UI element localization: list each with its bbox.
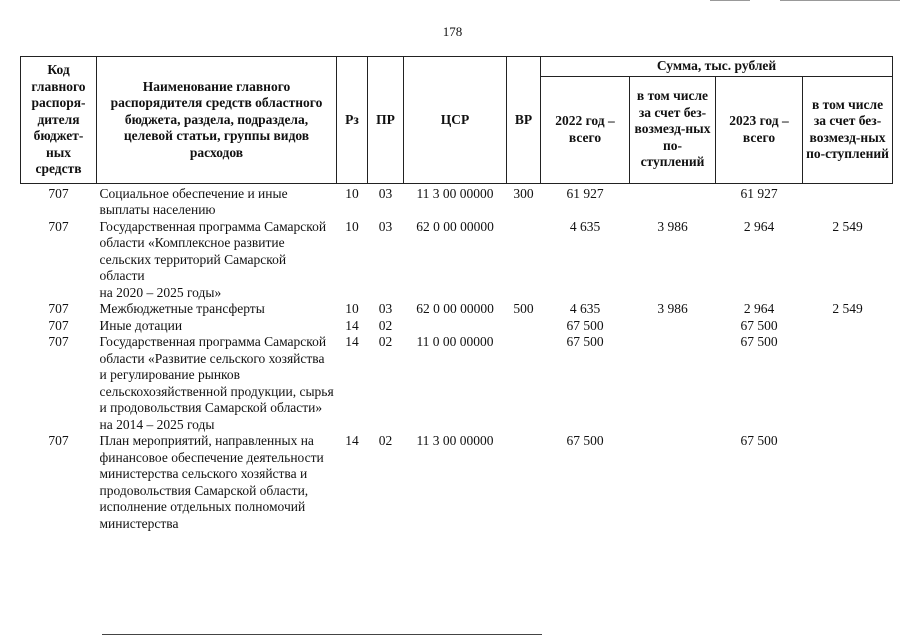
table-row (21, 318, 893, 335)
cell-code: 707 (48, 218, 69, 234)
header-rz: Рз (337, 57, 368, 184)
header-2022-total: 2022 год – всего (541, 76, 630, 183)
cell-code: 707 (48, 317, 69, 333)
cell-name: Государственная программа Самарской области «Развитие сельского хозяйства и регулирование рынков сельскохозяйственной продукции, сырья и продовольствия Самарской области» на 2014 – 2025 годы (99, 334, 334, 432)
cell-csr: 62 0 00 00000 (416, 218, 494, 234)
cell-name: План мероприятий, направленных на финансовое обеспечение деятельности министерства сельского хозяйства и продовольствия Самарской области, исполнение отдельных полномочий министерства (99, 433, 324, 531)
header-2022-free: в том числе за счет без-возмезд-ных по-ступлений (630, 76, 716, 183)
footer-divider (102, 634, 542, 635)
cell-vr: 500 (513, 301, 534, 316)
cell-vr (507, 318, 541, 335)
cell-name: Межбюджетные трансферты (99, 301, 265, 316)
table-row (21, 219, 893, 302)
cell-csr: 11 0 00 00000 (416, 334, 494, 349)
cell-2022-free (630, 433, 716, 532)
cell-rz: 14 (345, 334, 359, 349)
cell-vr (507, 334, 541, 433)
header-code: Код главного распоря-дителя бюджет-ных средств (21, 57, 97, 184)
cell-2023-total: 67 500 (740, 334, 778, 349)
cell-rz: 10 (345, 185, 359, 201)
cell-csr: 11 3 00 00000 (416, 185, 494, 201)
scan-edge-mark (780, 0, 900, 1)
cell-2022-total: 61 927 (566, 185, 604, 201)
cell-2023-total: 61 927 (740, 185, 778, 201)
scan-edge-mark (710, 0, 750, 1)
cell-2023-total: 2 964 (743, 301, 775, 316)
cell-2022-free (630, 183, 716, 219)
cell-code: 707 (48, 301, 69, 316)
cell-pr: 03 (378, 301, 393, 316)
cell-name: Иные дотации (99, 317, 183, 333)
cell-pr: 02 (378, 317, 393, 333)
cell-vr: 300 (513, 185, 534, 201)
cell-rz: 14 (345, 433, 359, 448)
cell-pr: 03 (378, 185, 393, 201)
cell-pr: 02 (378, 334, 393, 349)
cell-code: 707 (48, 185, 69, 201)
cell-pr: 03 (378, 218, 393, 234)
header-2023-total: 2023 год – всего (716, 76, 803, 183)
page-number: 178 (442, 24, 463, 39)
table-row (21, 301, 893, 318)
budget-expenditure-table (20, 56, 893, 532)
cell-2022-free (630, 318, 716, 335)
header-csr: ЦСР (404, 57, 507, 184)
cell-2023-free (803, 183, 893, 219)
cell-2023-total: 2 964 (743, 218, 775, 234)
cell-2022-free: 3 986 (657, 301, 688, 316)
cell-csr: 11 3 00 00000 (416, 433, 494, 448)
cell-rz: 14 (345, 317, 359, 333)
header-vr: ВР (507, 57, 541, 184)
cell-2022-total: 67 500 (566, 334, 604, 349)
cell-vr (507, 433, 541, 532)
cell-csr (404, 318, 507, 335)
cell-2023-total: 67 500 (740, 433, 778, 448)
cell-2022-total: 4 635 (569, 301, 601, 316)
cell-2022-free: 3 986 (657, 218, 688, 234)
header-pr: ПР (368, 57, 404, 184)
header-name: Наименование главного распорядителя средств областного бюджета, раздела, подраздела, целевой статьи, группы видов расходов (97, 57, 337, 184)
cell-name: Государственная программа Самарской области «Комплексное развитие сельских территорий Самарской области на 2020 – 2025 годы» (99, 218, 327, 300)
cell-2022-total: 4 635 (569, 218, 601, 234)
cell-rz: 10 (345, 218, 359, 234)
cell-2023-free (803, 334, 893, 433)
cell-vr (507, 219, 541, 302)
table-row (21, 334, 893, 433)
cell-2023-free (803, 433, 893, 532)
cell-name: Социальное обеспечение и иные выплаты населению (99, 185, 288, 217)
cell-2022-total: 67 500 (566, 433, 604, 448)
cell-2023-free (803, 318, 893, 335)
cell-csr: 62 0 00 00000 (416, 301, 494, 316)
cell-rz: 10 (345, 301, 359, 316)
header-2023-free: в том числе за счет без-возмезд-ных по-ступлений (803, 76, 893, 183)
cell-2022-free (630, 334, 716, 433)
cell-code: 707 (48, 433, 69, 448)
cell-code: 707 (48, 334, 69, 349)
header-sum-group: Сумма, тыс. рублей (541, 57, 893, 77)
cell-pr: 02 (378, 433, 393, 448)
cell-2022-total: 67 500 (566, 317, 604, 333)
table-row (21, 433, 893, 532)
cell-2023-free: 2 549 (832, 218, 863, 234)
table-row (21, 183, 893, 219)
cell-2023-free: 2 549 (832, 301, 863, 316)
cell-2023-total: 67 500 (740, 317, 778, 333)
